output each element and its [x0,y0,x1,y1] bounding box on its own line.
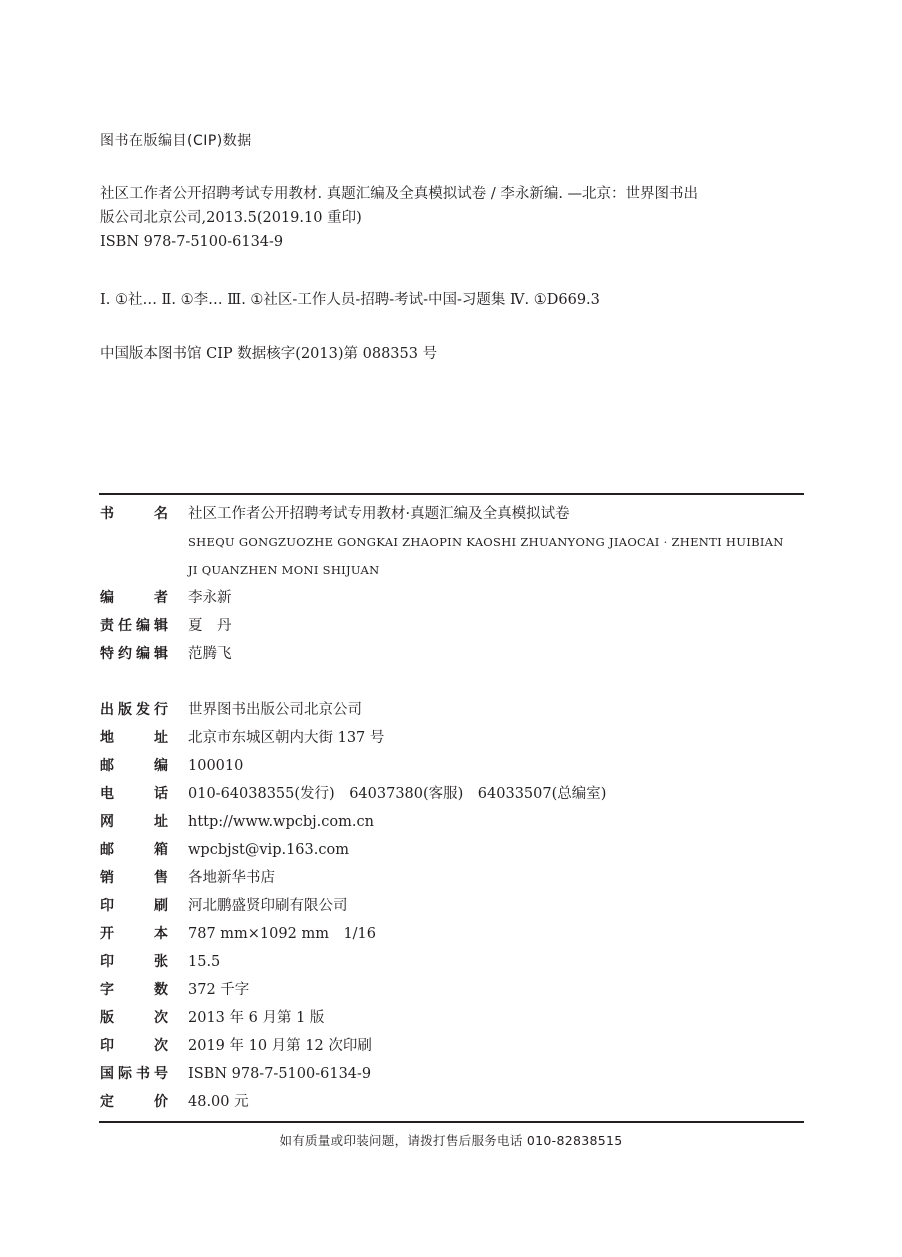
publishing-row [100,755,805,777]
publishing-value: 010-64038355(发行) 64037380(客服) 64033507(总编室) [188,786,607,802]
cip-isbn: ISBN 978-7-5100-6134-9 [100,234,284,250]
cip-description [100,182,805,254]
cip-desc-line-1: 社区工作者公开招聘考试专用教材. 真题汇编及全真模拟试卷 / 李永新编. —北京：世界图书出 [100,186,699,202]
cip-classification: Ⅰ. ①社… Ⅱ. ①李… Ⅲ. ①社区-工作人员-招聘-考试-中国-习题集 Ⅳ. ①D669.3 [100,292,600,308]
top-divider [99,493,804,495]
publishing-value: 河北鹏盛贤印刷有限公司 [188,898,348,914]
publishing-row [100,895,805,917]
publishing-value: 2019 年 10 月第 12 次印刷 [188,1038,372,1054]
publishing-label: 销 售 [100,870,168,886]
publishing-value: 各地新华书店 [188,870,275,886]
publishing-row [100,1063,805,1085]
credit-label: 责 任 编 辑 [100,618,168,634]
publishing-row [100,1007,805,1029]
publishing-row [100,867,805,889]
publishing-value: 2013 年 6 月第 1 版 [188,1010,325,1026]
publishing-row [100,1035,805,1057]
publishing-label: 字 数 [100,982,168,998]
publishing-row [100,951,805,973]
title-label: 书 名 [100,506,168,522]
publishing-value: http://www.wpcbj.com.cn [188,814,374,830]
credit-value: 范腾飞 [188,646,232,662]
publishing-row [100,783,805,805]
title-pinyin-line-1: SHEQU GONGZUOZHE GONGKAI ZHAOPIN KAOSHI ZHUANYONG JIAOCAI · ZHENTI HUIBIAN [188,535,784,549]
credit-row [100,615,805,637]
publishing-value: 48.00 元 [188,1094,249,1110]
publishing-label: 版 次 [100,1010,168,1026]
publishing-value: 787 mm×1092 mm 1/16 [188,926,377,942]
publishing-label: 印 次 [100,1038,168,1054]
publishing-label: 电 话 [100,786,168,802]
publishing-value: wpcbjst@vip.163.com [188,842,349,858]
title-pinyin-line-2: JI QUANZHEN MONI SHIJUAN [188,563,380,577]
publishing-label: 邮 箱 [100,842,168,858]
publishing-row [100,811,805,833]
publishing-value: 北京市东城区朝内大街 137 号 [188,730,385,746]
publishing-row [100,979,805,1001]
publishing-row [100,699,805,721]
publishing-label: 地 址 [100,730,168,746]
bottom-divider [99,1121,804,1123]
credit-value: 李永新 [188,590,232,606]
cip-desc-line-2: 版公司北京公司,2013.5(2019.10 重印) [100,210,362,226]
credit-row [100,643,805,665]
credit-label: 特 约 编 辑 [100,646,168,662]
book-title: 社区工作者公开招聘考试专用教材·真题汇编及全真模拟试卷 [188,506,570,522]
publishing-row [100,923,805,945]
publishing-value: 世界图书出版公司北京公司 [188,702,362,718]
credit-value: 夏 丹 [188,618,232,634]
publishing-label: 定 价 [100,1094,168,1110]
publishing-value: 372 千字 [188,982,250,998]
publishing-value: 15.5 [188,954,221,970]
publishing-label: 国 际 书 号 [100,1066,168,1082]
publishing-label: 邮 编 [100,758,168,774]
publishing-row [100,727,805,749]
cip-heading: 图书在版编目(CIP)数据 [100,133,252,149]
publishing-label: 印 刷 [100,898,168,914]
after-sales-hotline: 如有质量或印装问题，请拨打售后服务电话 010-82838515 [279,1133,623,1148]
publishing-row [100,1091,805,1113]
publishing-value: 100010 [188,758,244,774]
publishing-label: 出 版 发 行 [100,702,168,718]
publishing-label: 印 张 [100,954,168,970]
cip-number: 中国版本图书馆 CIP 数据核字(2013)第 088353 号 [100,346,438,362]
publishing-value: ISBN 978-7-5100-6134-9 [188,1066,372,1082]
title-row [100,503,805,525]
publishing-label: 开 本 [100,926,168,942]
credit-row [100,587,805,609]
publishing-row [100,839,805,861]
credit-label: 编 者 [100,590,168,606]
publishing-label: 网 址 [100,814,168,830]
